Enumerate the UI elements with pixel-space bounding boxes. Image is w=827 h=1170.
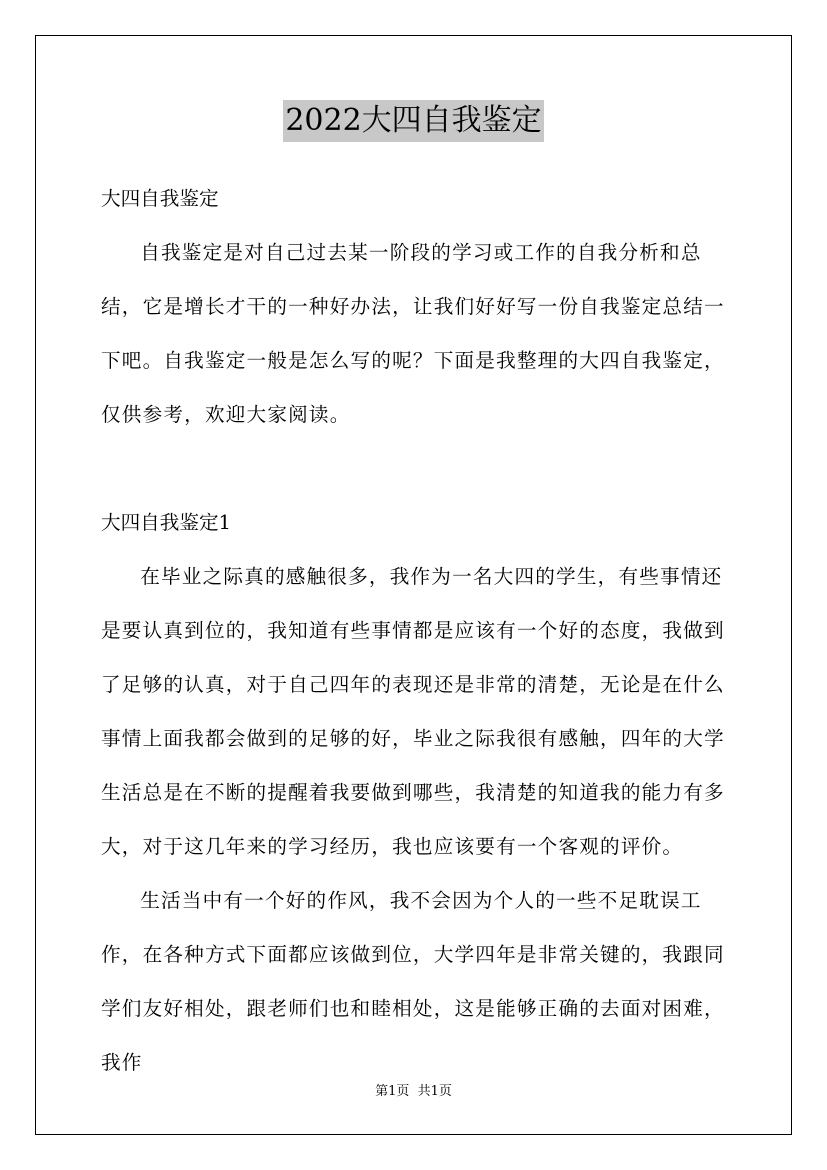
body-paragraph: 生活当中有一个好的作风，我不会因为个人的一些不足耽误工作，在各种方式下面都应该做到位，大学四年是非常关键的，我跟同学们友好相处，跟老师们也和睦相处，这是能够正确的去面对困难，我作 [101,889,725,1074]
document-title: 2022大四自我鉴定 [283,100,543,142]
intro-paragraph: 自我鉴定是对自己过去某一阶段的学习或工作的自我分析和总结，它是增长才干的一种好办法，让我们好好写一份自我鉴定总结一下吧。自我鉴定一般是怎么写的呢？下面是我整理的大四自我鉴定，仅供参考，欢迎大家阅读。 [101,241,725,426]
body-paragraph: 在毕业之际真的感触很多，我作为一名大四的学生，有些事情还是要认真到位的，我知道有些事情都是应该有一个好的态度，我做到了足够的认真，对于自己四年的表现还是非常的清楚，无论是在什么事情上面我都会做到的足够的好，毕业之际我很有感触，四年的大学生活总是在不断的提醒着我要做到哪些，我清楚的知道我的能力有多大，对于这几年来的学习经历，我也应该要有一个客观的评价。 [101,565,725,858]
title-container [0,100,827,142]
section-spacer [101,442,731,496]
section-heading: 大四自我鉴定 [101,187,219,210]
page-footer: 第1页 共1页 [375,1084,452,1099]
section-heading: 大四自我鉴定1 [101,511,232,534]
document-body [101,172,731,1090]
